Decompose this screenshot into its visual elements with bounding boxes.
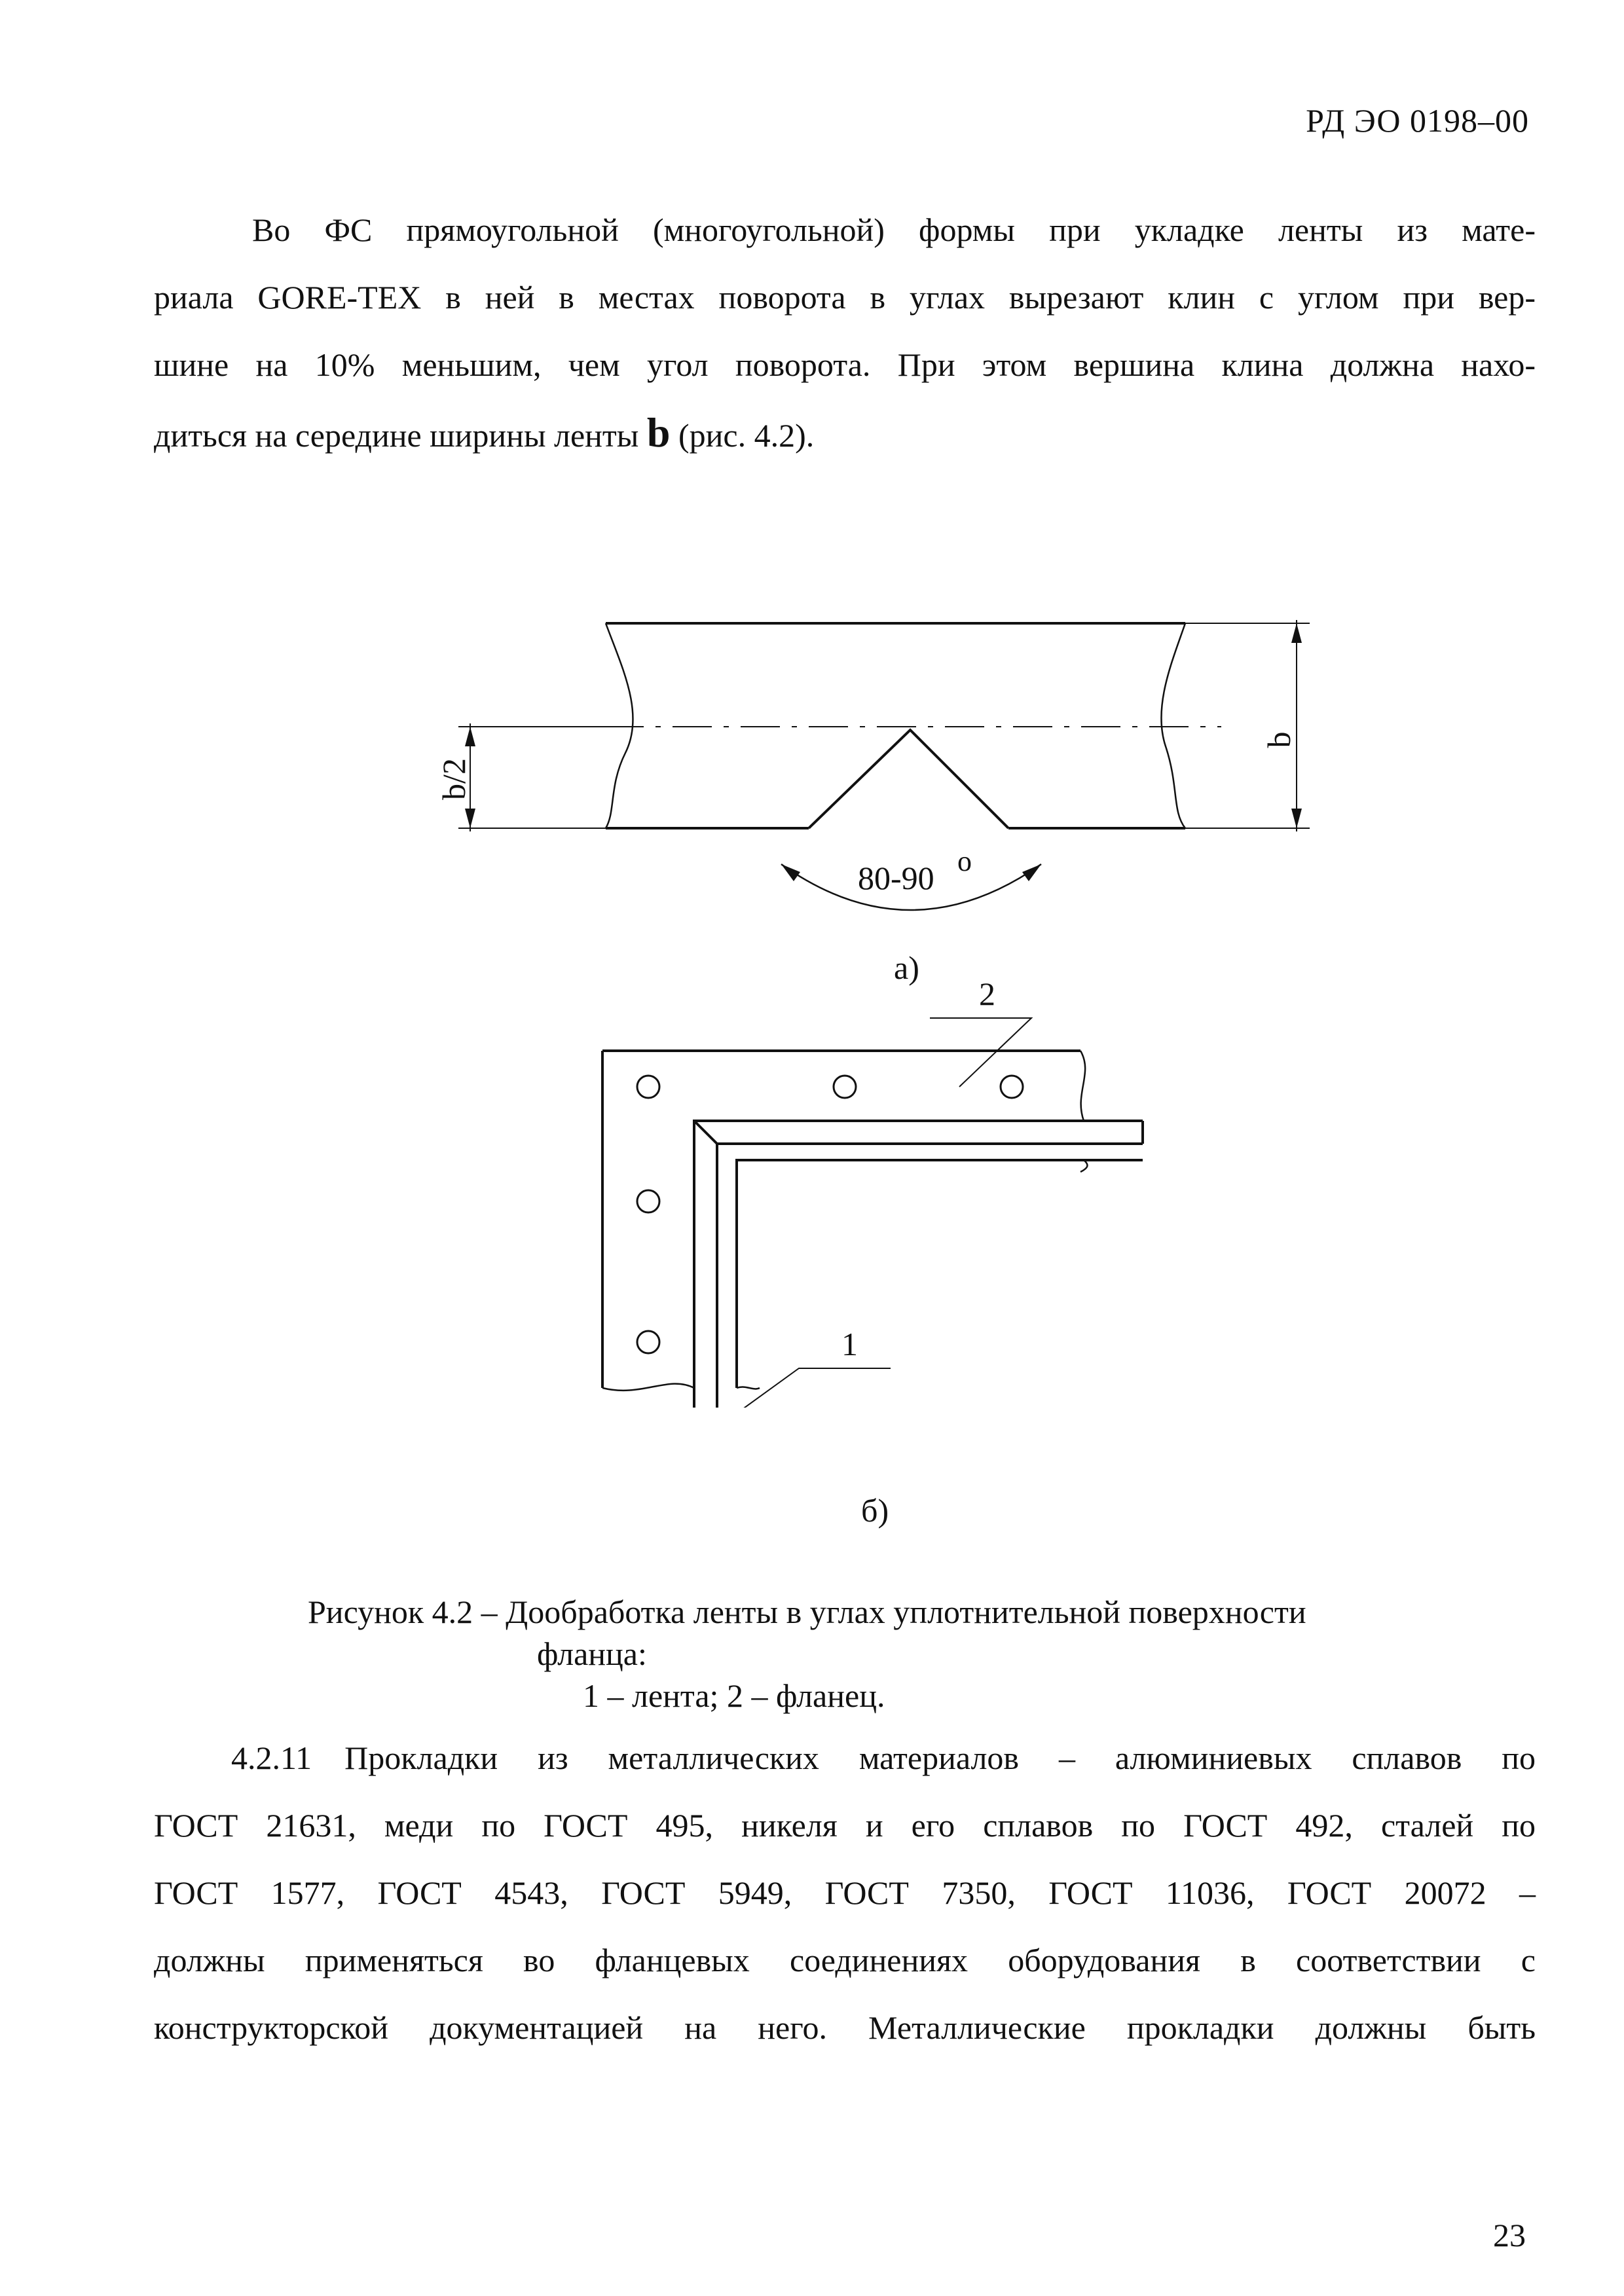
figure-b-sublabel: б) — [861, 1492, 889, 1529]
width-label: b — [1261, 731, 1297, 748]
bolt-hole — [1001, 1076, 1023, 1098]
width-symbol: b — [646, 409, 671, 456]
paragraph-line: риала GORE-TEX в ней в местах поворота в углах вырезают клин с углом при вер- — [154, 279, 1536, 316]
figure-a-tape-wedge — [0, 589, 1624, 1408]
paragraph-text: диться на середине ширины ленты — [154, 417, 639, 454]
bolt-hole — [637, 1331, 659, 1353]
callout-1-label: 1 — [841, 1326, 858, 1362]
tape-middle — [717, 1144, 1143, 1408]
bolt-hole — [637, 1076, 659, 1098]
tape-inner — [737, 1160, 1143, 1388]
intro-paragraph — [154, 196, 1536, 469]
right-break-line — [1161, 623, 1185, 828]
left-break-line — [606, 623, 633, 828]
half-width-label: b/2 — [435, 758, 472, 800]
flange-break-right — [1080, 1051, 1085, 1121]
callout-1-leader — [704, 1368, 891, 1408]
figure-caption — [308, 1591, 1306, 1717]
figure-b-flange — [602, 1051, 1143, 1408]
page-number: 23 — [1493, 2217, 1526, 2253]
section-first-line-text: Прокладки из металлических материалов – алюминиевых сплавов по — [344, 1740, 1536, 1776]
bolt-hole — [637, 1190, 659, 1212]
figure-a-sublabel: а) — [894, 949, 919, 986]
angle-label: 80-90 — [858, 860, 934, 896]
caption-continuation: фланца: — [537, 1635, 647, 1672]
paragraph-line: должны применяться во фланцевых соединениях оборудования в соответствии с — [154, 1942, 1536, 1978]
caption-legend: 1 – лента; 2 – фланец. — [583, 1677, 885, 1714]
figure-reference: (рис. 4.2). — [678, 417, 815, 454]
document-code: РД ЭО 0198–00 — [1306, 102, 1529, 139]
bolt-hole — [834, 1076, 856, 1098]
flange-break-bottom — [602, 1384, 694, 1391]
paragraph-line — [154, 1724, 1536, 1792]
wedge-cutout — [809, 730, 1008, 828]
paragraph-line: шине на 10% меньшим, чем угол поворота. При этом вершина клина должна нахо- — [154, 346, 1536, 383]
paragraph-line: Во ФС прямоугольной (многоугольной) формы при укладке ленты из мате- — [252, 211, 1536, 248]
paragraph-line: конструкторской документацией на него. Металлические прокладки должны быть — [154, 2009, 1536, 2046]
paragraph-line: ГОСТ 1577, ГОСТ 4543, ГОСТ 5949, ГОСТ 7350, ГОСТ 11036, ГОСТ 20072 – — [154, 1874, 1536, 1911]
caption-title: Рисунок 4.2 – Дообработка ленты в углах уплотнительной поверхности — [308, 1594, 1306, 1630]
section-4-2-11 — [154, 1724, 1536, 2062]
callout-2-label: 2 — [979, 975, 995, 1012]
section-number: 4.2.11 — [231, 1740, 312, 1776]
degree-symbol: o — [957, 845, 972, 877]
corner-miter — [694, 1121, 717, 1144]
paragraph-line: ГОСТ 21631, меди по ГОСТ 495, никеля и его сплавов по ГОСТ 492, сталей по — [154, 1807, 1536, 1844]
paragraph-line — [154, 399, 1536, 469]
tape-outer — [694, 1121, 1143, 1408]
